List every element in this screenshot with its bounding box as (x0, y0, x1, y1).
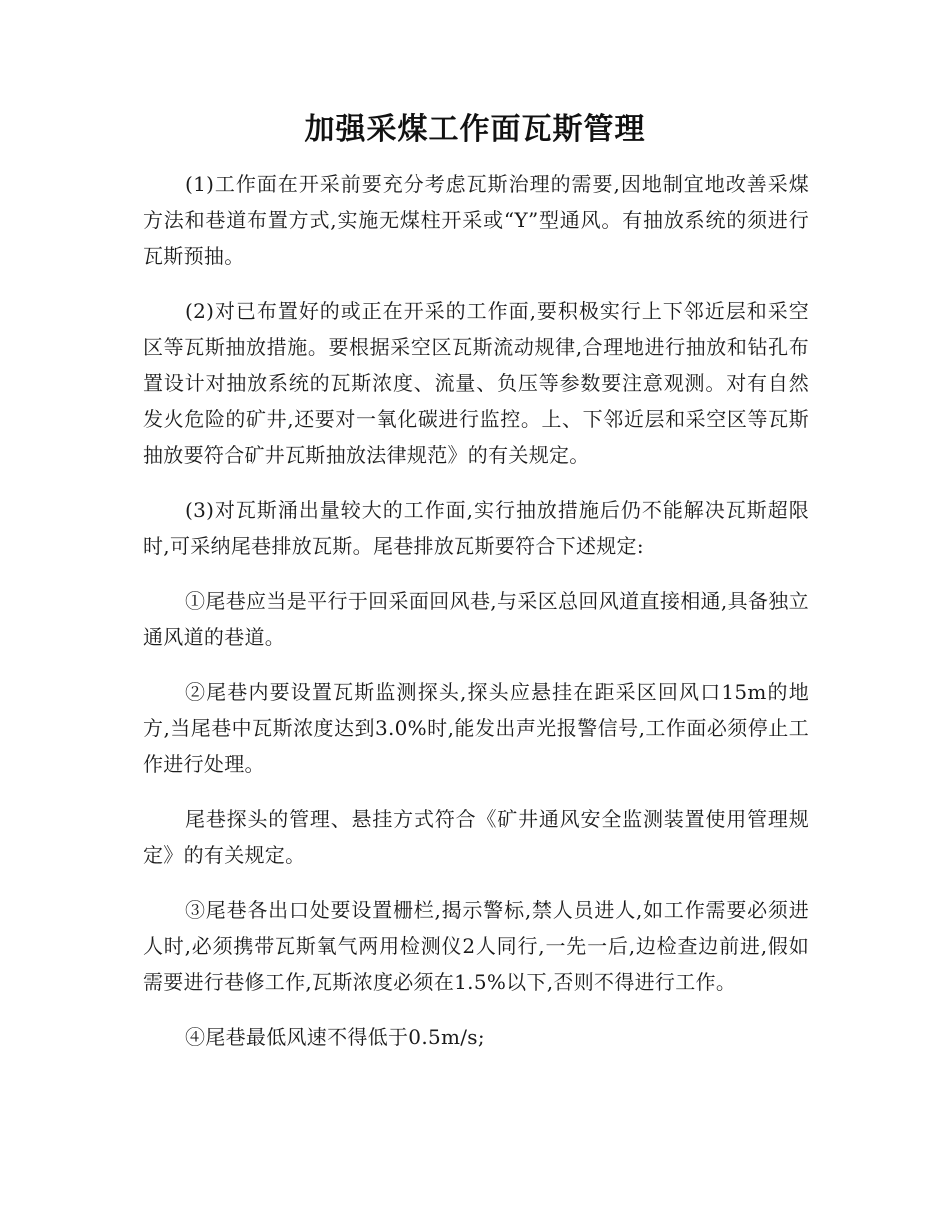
document-title: 加强采煤工作面瓦斯管理 (304, 112, 646, 147)
paragraph-1: (1)工作面在开采前要充分考虑瓦斯治理的需要,因地制宜地改善采煤方法和巷道布置方式,实施无煤柱开采或“Y”型通风。有抽放系统的须进行瓦斯预抽。 (143, 172, 809, 268)
paragraph-3: (3)对瓦斯涌出量较大的工作面,实行抽放措施后仍不能解决瓦斯超限时,可采纳尾巷排放瓦斯。尾巷排放瓦斯要符合下述规定: (143, 498, 809, 558)
paragraph-8: ④尾巷最低风速不得低于0.5m/s; (185, 1025, 485, 1049)
document-body (143, 166, 809, 1074)
paragraph-6: 尾巷探头的管理、悬挂方式符合《矿井通风安全监测装置使用管理规定》的有关规定。 (143, 807, 809, 867)
paragraph-2: (2)对已布置好的或正在开采的工作面,要积极实行上下邻近层和采空区等瓦斯抽放措施。要根据采空区瓦斯流动规律,合理地进行抽放和钻孔布置设计对抽放系统的瓦斯浓度、流量、负压等参数要注意观测。对有自然发火危险的矿井,还要对一氧化碳进行监控。上、下邻近层和采空区等瓦斯抽放要符合矿井瓦斯抽放法律规范》的有关规定。 (143, 299, 809, 467)
paragraph-7: ③尾巷各出口处要设置栅栏,揭示警标,禁人员进人,如工作需要必须进人时,必须携带瓦斯氧气两用检测仪2人同行,一先一后,边检查边前进,假如需要进行巷修工作,瓦斯浓度必须在1.5%以下,否则不得进行工作。 (143, 898, 809, 994)
paragraph-5: ②尾巷内要设置瓦斯监测探头,探头应悬挂在距采区回风口15m的地方,当尾巷中瓦斯浓度达到3.0%时,能发出声光报警信号,工作面必须停止工作进行处理。 (143, 680, 809, 776)
paragraph-4: ①尾巷应当是平行于回采面回风巷,与采区总回风道直接相通,具备独立通风道的巷道。 (143, 589, 809, 649)
